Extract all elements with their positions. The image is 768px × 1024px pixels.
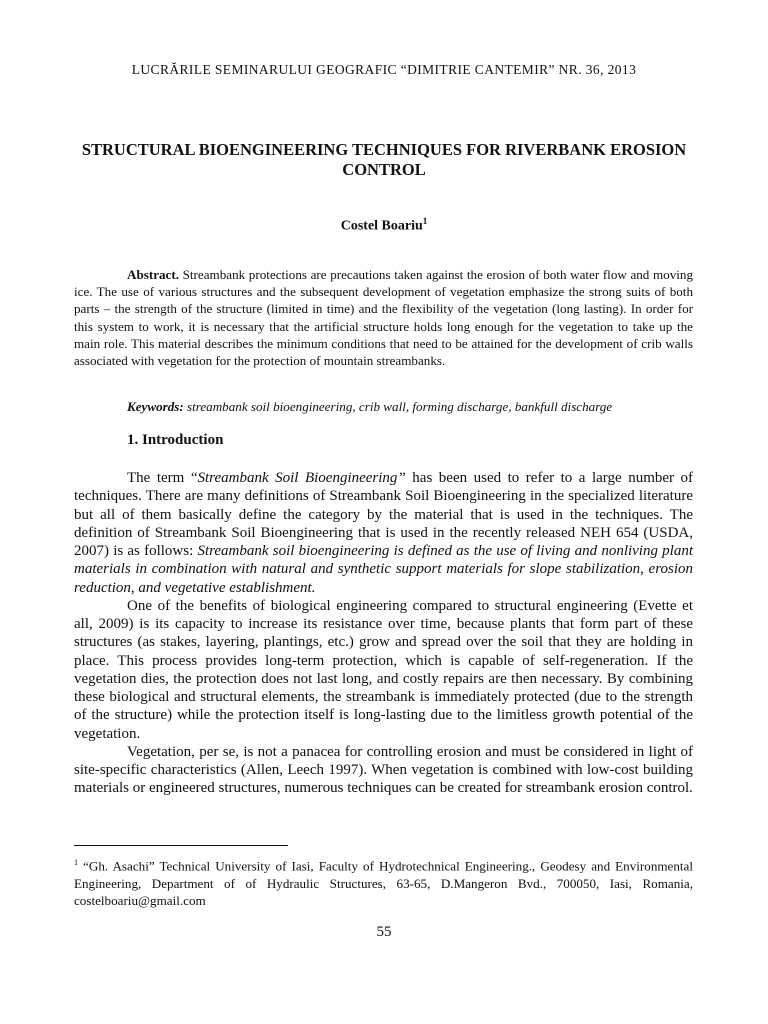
- p1-definition: Streambank soil bioengineering is defined as the use of living and nonliving plant materials in combination with natural and synthetic support materials for slope stabilization, erosion reduction, and vegetative establishment.: [74, 543, 694, 596]
- p1-term: Streambank Soil Bioengineering”: [197, 470, 406, 486]
- p1-text-b: has been used to refer to a large number of techniques. There are many definitions of Streambank Soil Bioengineering in the specialized literature but all of them basically define the category by the material that is used in the techniques. The definition of Streambank Soil Bioengineering that is used in the recently released NEH 654 (USDA, 2007) is as follows:: [74, 470, 694, 559]
- footnote: [74, 854, 693, 909]
- keywords: [127, 399, 727, 415]
- footnote-mark: 1: [74, 858, 78, 867]
- running-header: LUCRĂRILE SEMINARULUI GEOGRAFIC “DIMITRIE CANTEMIR” NR. 36, 2013: [131, 62, 637, 77]
- footnote-divider: [74, 845, 288, 846]
- abstract-label: Abstract.: [127, 267, 179, 282]
- section-heading: 1. Introduction: [127, 432, 224, 448]
- author-footnote-mark: 1: [422, 216, 428, 226]
- author-line: [0, 216, 768, 235]
- page-number: 55: [376, 924, 392, 940]
- paragraph-1: [74, 469, 693, 597]
- abstract: [74, 266, 693, 369]
- paragraph-2: One of the benefits of biological engineering compared to structural engineering (Evette et all, 2009) is its capacity to increase its resistance over time, because plants that form part of these structures (as stakes, layering, plantings, etc.) grow and spread over the soil that they are holding in place. This process provides long-term protection, which is capable of self-regeneration. If the vegetation dies, the protection does not last long, and costly repairs are then necessary. By combining these biological and structural elements, the streambank is immediately protected (due to the strength of the structure) while the protection itself is long-lasting due to the limitless growth potential of the vegetation.: [74, 597, 693, 742]
- keywords-text: streambank soil bioengineering, crib wall, forming discharge, bankfull discharge: [183, 399, 613, 414]
- paragraph-3: Vegetation, per se, is not a panacea for controlling erosion and must be considered in light of site-specific characteristics (Allen, Leech 1997). When vegetation is combined with low-cost building materials or engineered structures, numerous techniques can be created for streambank erosion control.: [74, 743, 693, 797]
- keywords-label: Keywords:: [127, 399, 184, 414]
- abstract-text: Streambank protections are precautions taken against the erosion of both water flow and moving ice. The use of various structures and the subsequent development of vegetation emphasize the strong suits of both parts – the strength of the structure (limited in time) and the flexibility of the vegetation (long lasting). In order for this system to work, it is necessary that the artificial structure holds long enough for the vegetation to take up the main role. This material describes the minimum conditions that need to be attained for the development of crib walls associated with vegetation for the protection of mountain streambanks.: [74, 267, 693, 369]
- paper-title: STRUCTURAL BIOENGINEERING TECHNIQUES FOR RIVERBANK EROSION CONTROL: [81, 140, 687, 179]
- footnote-text: “Gh. Asachi” Technical University of Iasi, Faculty of Hydrotechnical Engineering., Geodesy and Environmental Engineering, Department of of Hydraulic Structures, 63-65, D.Mangeron Bvd., 700050, Iasi, Romania, costelboariu@gmail.com: [74, 858, 693, 908]
- body-text: [74, 469, 693, 798]
- author-name: Costel Boariu: [340, 218, 423, 234]
- p1-text-a: The term “: [127, 470, 198, 486]
